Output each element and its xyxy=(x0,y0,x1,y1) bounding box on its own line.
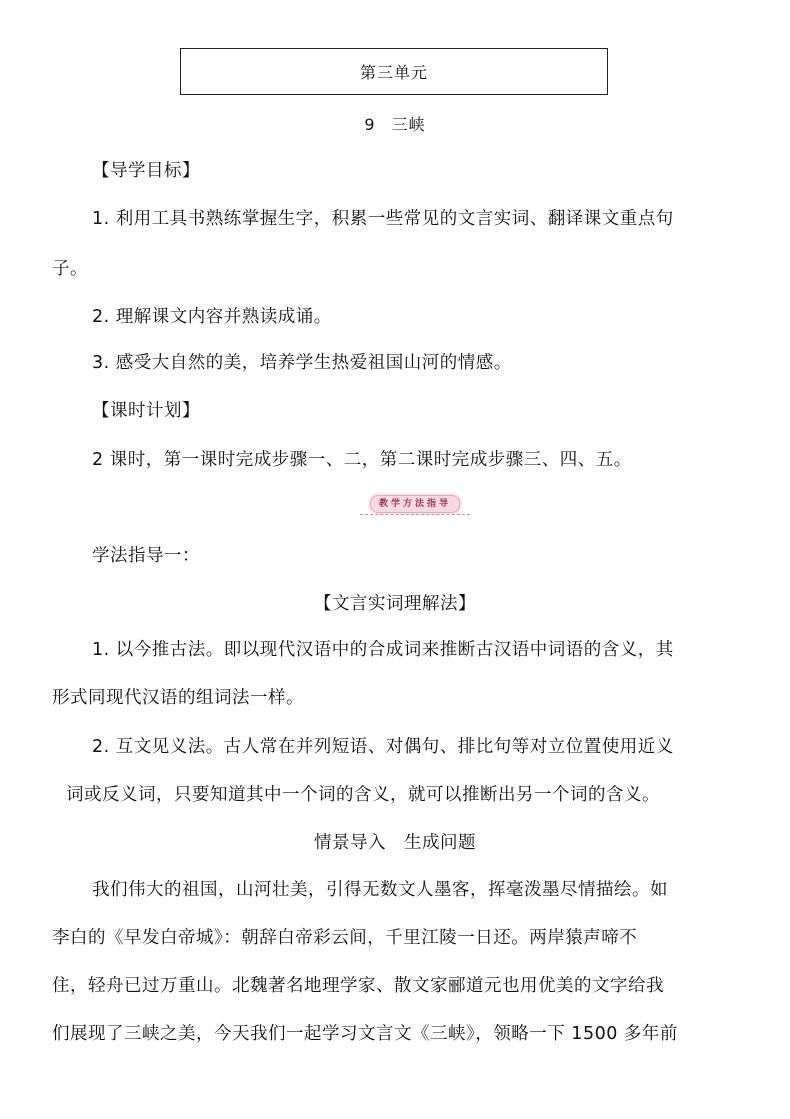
goal-2: 2. 理解课文内容并熟读成诵。 xyxy=(92,307,332,327)
intro-heading: 情景导入 生成问题 xyxy=(314,833,476,853)
intro-line-3: 住，轻舟已过万重山。北魏著名地理学家、散文家郦道元也用优美的文字给我 xyxy=(52,976,664,996)
goal-3: 3. 感受大自然的美，培养学生热爱祖国山河的情感。 xyxy=(92,353,512,373)
badge-label: 教学方法指导 xyxy=(370,495,460,513)
plan-heading: 【课时计划】 xyxy=(92,401,200,421)
lesson-name: 三峡 xyxy=(391,115,426,134)
goal-1-line-2: 子。 xyxy=(52,259,88,279)
method-heading: 【文言实词理解法】 xyxy=(314,594,476,614)
intro-line-2: 李白的《早发白帝城》：朝辞白帝彩云间，千里江陵一日还。两岸猿声啼不 xyxy=(52,928,638,948)
goals-heading: 【导学目标】 xyxy=(92,161,200,181)
goal-1-line-1: 1. 利用工具书熟练掌握生字，积累一些常见的文言实词、翻译课文重点句 xyxy=(92,209,674,229)
intro-line-1: 我们伟大的祖国，山河壮美，引得无数文人墨客，挥毫泼墨尽情描绘。如 xyxy=(92,880,668,900)
method-2-line-1: 2. 互文见义法。古人常在并列短语、对偶句、排比句等对立位置使用近义 xyxy=(92,737,674,757)
guide-intro: 学法指导一： xyxy=(92,546,200,566)
method-1-line-1: 1. 以今推古法。即以现代汉语中的合成词来推断古汉语中词语的含义，其 xyxy=(92,640,674,660)
intro-line-4: 们展现了三峡之美，今天我们一起学习文言文《三峡》，领略一下 1500 多年前 xyxy=(52,1024,678,1044)
unit-title-box xyxy=(180,48,608,95)
badge-underline xyxy=(360,514,470,515)
teaching-method-badge xyxy=(356,493,474,515)
lesson-title xyxy=(0,113,790,137)
method-1-line-2: 形式同现代汉语的组词法一样。 xyxy=(52,688,304,708)
lesson-number: 9 xyxy=(364,115,376,134)
plan-text: 2 课时，第一课时完成步骤一、二，第二课时完成步骤三、四、五。 xyxy=(92,450,632,470)
unit-title: 第三单元 xyxy=(359,63,428,82)
method-2-line-2: 词或反义词，只要知道其中一个词的含义，就可以推断出另一个词的含义。 xyxy=(66,785,660,805)
